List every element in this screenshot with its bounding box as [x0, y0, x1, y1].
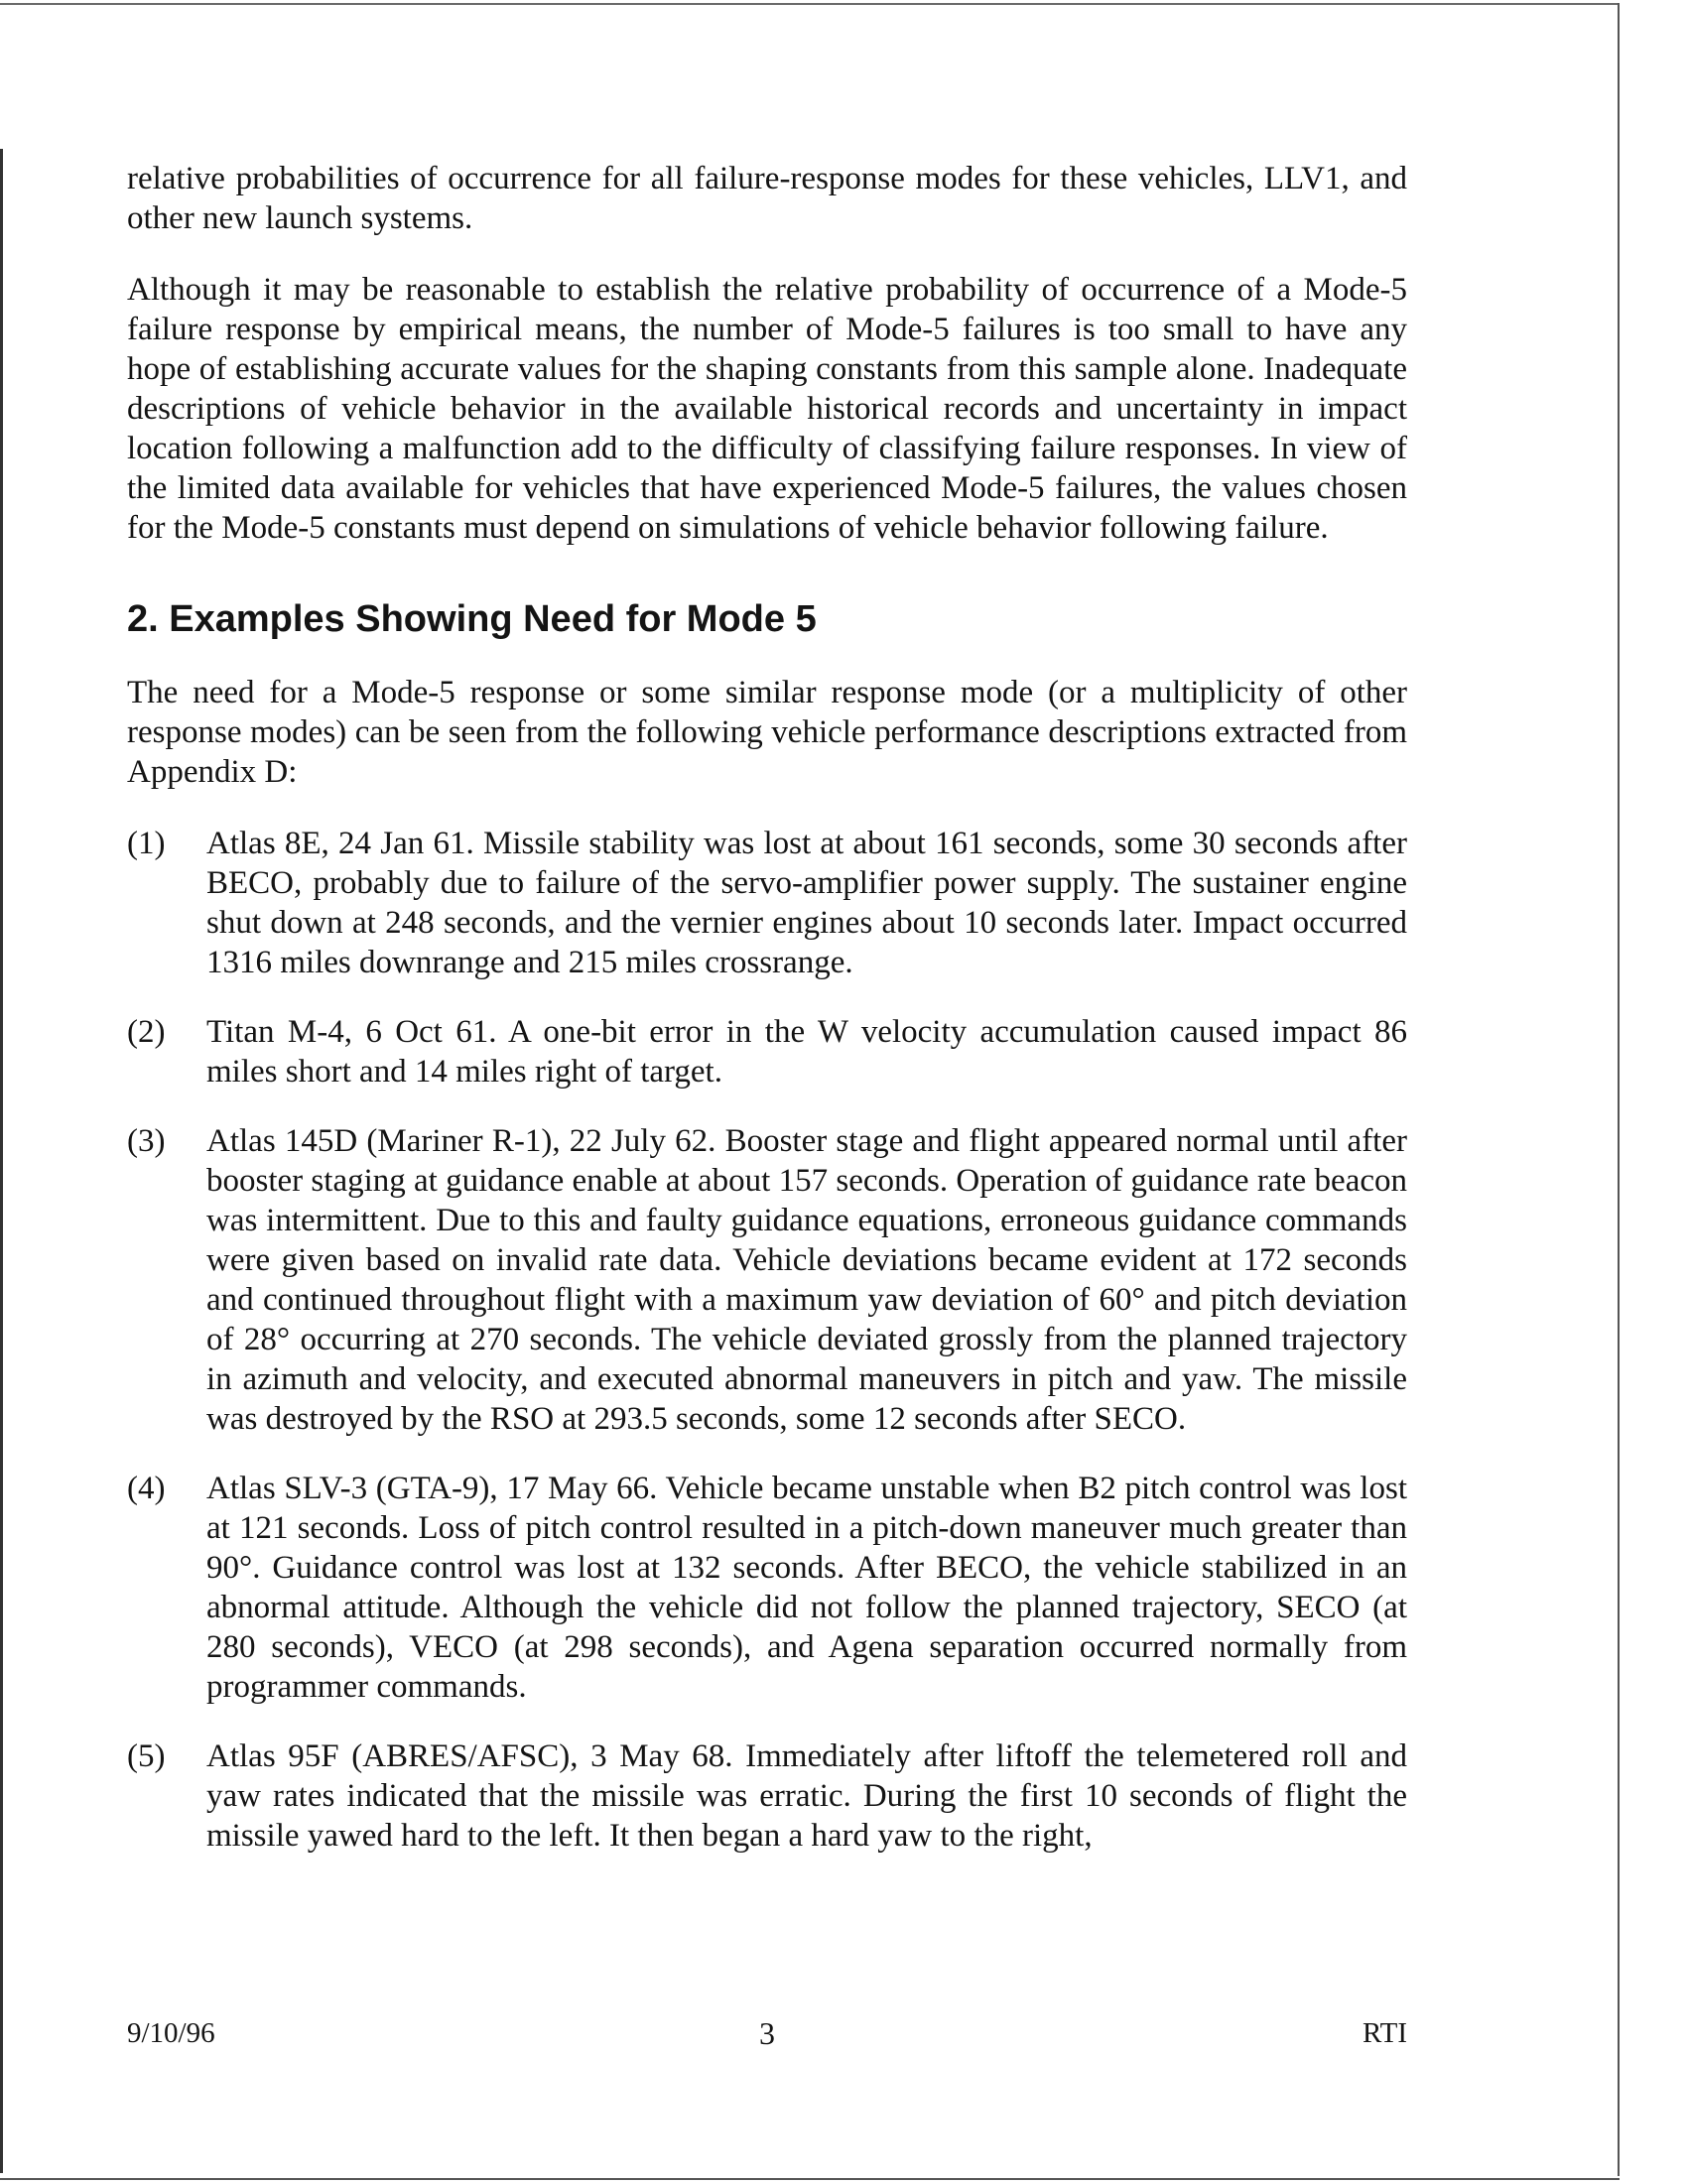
list-item-number: (4) — [127, 1471, 166, 1506]
list-item-number: (2) — [127, 1014, 166, 1050]
list-item — [127, 1736, 1407, 1856]
page-footer — [127, 2013, 1407, 2053]
list-item — [127, 1012, 1407, 1092]
list-item-number: (3) — [127, 1123, 166, 1159]
scan-border-bottom — [0, 2178, 1620, 2180]
list-item-text: Titan M-4, 6 Oct 61. A one-bit error in the W velocity accumulation caused impact 86 miles short and 14 miles right of target. — [206, 1014, 1407, 1090]
intro-paragraph-1: relative probabilities of occurrence for all failure-response modes for these vehicles, LLV1, and other new launch systems. — [127, 161, 1407, 236]
list-item — [127, 1121, 1407, 1439]
footer-organization: RTI — [1363, 2017, 1407, 2049]
scan-border-right — [1618, 3, 1620, 2176]
list-item-text: Atlas 145D (Mariner R-1), 22 July 62. Booster stage and flight appeared normal until after booster staging at guidance enable at about 157 seconds. Operation of guidance rate beacon was intermittent. Due to this and faulty guidance equations, erroneous guidance commands were given based on invalid rate data. Vehicle deviations became evident at 172 seconds and continued throughout flight with a maximum yaw deviation of 60° and pitch deviation of 28° occurring at 270 seconds. The vehicle deviated grossly from the planned trajectory in azimuth and velocity, and executed abnormal maneuvers in pitch and yaw. The missile was destroyed by the RSO at 293.5 seconds, some 12 seconds after SECO. — [206, 1123, 1407, 1437]
intro-paragraph-2: Although it may be reasonable to establish the relative probability of occurrence of a Mode-5 failure response by empirical means, the number of Mode-5 failures is too small to have any hope of establishing accurate values for the shaping constants from this sample alone. Inadequate descriptions of vehicle behavior in the available historical records and uncertainty in impact location following a malfunction add to the difficulty of classifying failure responses. In view of the limited data available for vehicles that have experienced Mode-5 failures, the values chosen for the Mode-5 constants must depend on simulations of vehicle behavior following failure. — [127, 272, 1407, 546]
scan-border-left — [0, 149, 3, 2173]
scan-border-top — [0, 3, 1618, 5]
footer-page-number: 3 — [759, 2015, 775, 2051]
page-body — [127, 159, 1407, 1885]
list-item-text: Atlas 8E, 24 Jan 61. Missile stability was lost at about 161 seconds, some 30 seconds after BECO, probably due to failure of the servo-amplifier power supply. The sustainer engine shut down at 248 seconds, and the vernier engines about 10 seconds later. Impact occurred 1316 miles downrange and 215 miles crossrange. — [206, 826, 1407, 980]
list-item-number: (1) — [127, 826, 166, 861]
section-intro-paragraph: The need for a Mode-5 response or some similar response mode (or a multiplicity of other response modes) can be seen from the following vehicle performance descriptions extracted from Appendix D: — [127, 675, 1407, 790]
list-item — [127, 1469, 1407, 1707]
list-item — [127, 824, 1407, 982]
list-item-text: Atlas SLV-3 (GTA-9), 17 May 66. Vehicle became unstable when B2 pitch control was lost at 121 seconds. Loss of pitch control resulted in a pitch-down maneuver much greater than 90°. Guidance control was lost at 132 seconds. After BECO, the vehicle stabilized in an abnormal attitude. Although the vehicle did not follow the planned trajectory, SECO (at 280 seconds), VECO (at 298 seconds), and Agena separation occurred normally from programmer commands. — [206, 1471, 1407, 1705]
section-heading: 2. Examples Showing Need for Mode 5 — [127, 598, 817, 640]
list-item-text: Atlas 95F (ABRES/AFSC), 3 May 68. Immediately after liftoff the telemetered roll and yaw rates indicated that the missile was erratic. During the first 10 seconds of flight the missile yawed hard to the left. It then began a hard yaw to the right, — [206, 1738, 1407, 1854]
footer-date: 9/10/96 — [127, 2017, 215, 2049]
list-item-number: (5) — [127, 1738, 166, 1774]
